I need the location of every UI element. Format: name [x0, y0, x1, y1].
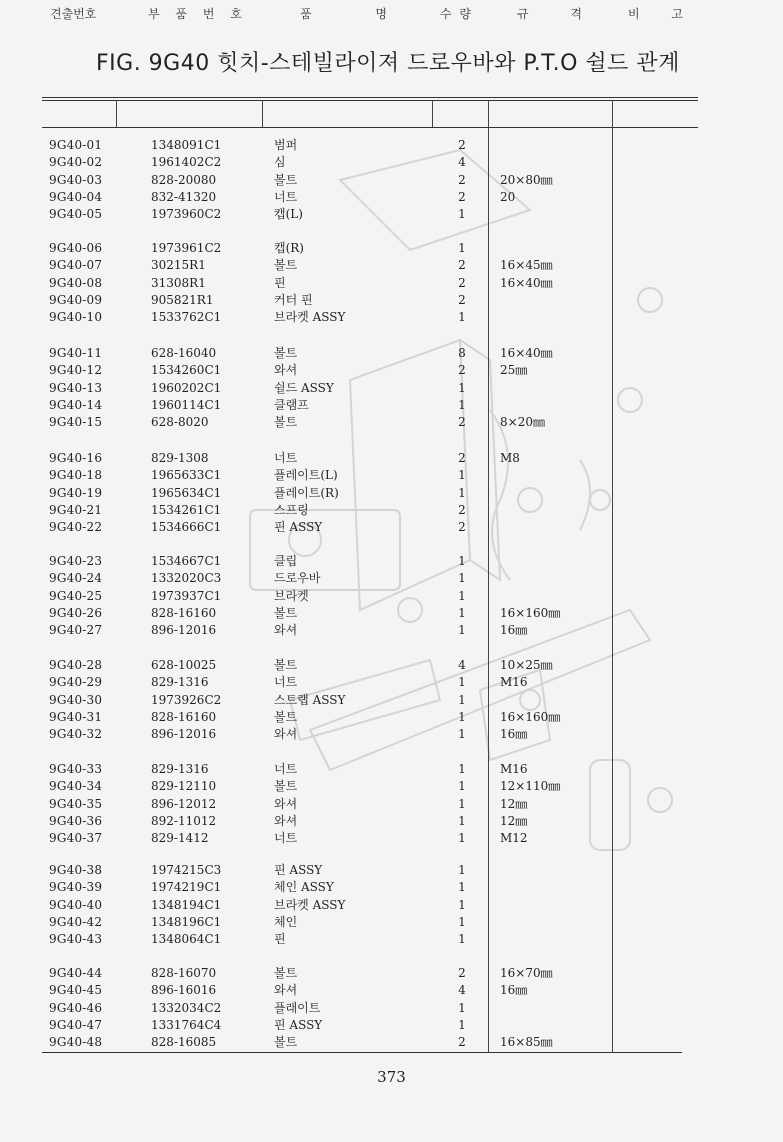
table-cell-part: 1533762C1: [151, 310, 222, 325]
table-cell-no: 9G40-01: [49, 138, 103, 152]
table-cell-qty: 8: [458, 346, 466, 360]
table-cell-name: 너트: [274, 675, 298, 690]
table-cell-spec: 16×160㎜: [500, 709, 561, 724]
table-cell-no: 9G40-14: [49, 397, 103, 412]
table-cell-no: 9G40-07: [49, 258, 103, 273]
table-cell-qty: 1: [458, 241, 466, 255]
table-cell-spec: 16㎜: [500, 727, 528, 742]
table-cell-name: 드로우바: [274, 571, 321, 586]
table-cell-part: 828-16070: [151, 966, 217, 980]
table-cell-no: 9G40-35: [49, 796, 103, 811]
table-cell-part: 31308R1: [151, 275, 206, 290]
header-remarks: 비 고: [628, 7, 683, 21]
column-divider: [116, 100, 117, 127]
table-cell-part: 1973960C2: [151, 207, 222, 222]
table-cell-no: 9G40-39: [49, 880, 103, 895]
table-cell-part: 1960114C1: [151, 397, 222, 412]
header-part-no: 부 품 번 호: [148, 7, 248, 21]
table-cell-no: 9G40-04: [49, 189, 103, 204]
table-cell-no: 9G40-37: [49, 831, 103, 846]
table-cell-qty: 1: [458, 863, 466, 877]
table-cell-part: 896-12016: [151, 623, 217, 638]
table-cell-part: 1973926C2: [151, 692, 222, 707]
table-cell-spec: 16×45㎜: [500, 258, 553, 273]
table-cell-qty: 1: [458, 380, 466, 395]
table-cell-no: 9G40-24: [49, 571, 103, 586]
table-cell-part: 829-1412: [151, 831, 209, 846]
table-cell-qty: 4: [458, 983, 466, 998]
table-cell-no: 9G40-18: [49, 468, 103, 483]
table-header-rule: [42, 127, 698, 128]
table-cell-no: 9G40-21: [49, 502, 103, 517]
column-divider-remarks: [612, 100, 613, 1052]
table-cell-qty: 1: [458, 914, 466, 929]
table-cell-name: 볼트: [274, 605, 298, 620]
table-cell-qty: 1: [458, 831, 466, 846]
table-cell-name: 핀 ASSY: [274, 1017, 323, 1032]
table-cell-name: 너트: [274, 189, 298, 204]
table-cell-spec: 12㎜: [500, 796, 528, 811]
table-cell-part: 1960202C1: [151, 380, 222, 395]
table-cell-part: 628-16040: [151, 346, 217, 360]
table-cell-name: 플레이트(R): [274, 485, 339, 500]
column-divider: [432, 100, 433, 127]
table-cell-name: 핀: [274, 932, 286, 947]
table-cell-part: 832-41320: [151, 189, 217, 204]
column-divider-spec: [488, 100, 489, 1052]
table-cell-name: 스트랩 ASSY: [274, 692, 346, 707]
table-cell-name: 볼트: [274, 779, 298, 794]
table-cell-part: 1974215C3: [151, 863, 222, 877]
table-cell-name: 커터 핀: [274, 292, 313, 307]
table-cell-name: 와셔: [274, 983, 298, 998]
table-cell-name: 너트: [274, 762, 298, 776]
table-cell-no: 9G40-08: [49, 275, 103, 290]
table-cell-spec: 16×40㎜: [500, 275, 553, 290]
table-cell-qty: 1: [458, 571, 466, 586]
table-cell-part: 1348091C1: [151, 138, 222, 152]
table-cell-part: 828-20080: [151, 172, 217, 187]
table-cell-no: 9G40-06: [49, 241, 103, 255]
table-cell-qty: 1: [458, 1017, 466, 1032]
table-cell-no: 9G40-40: [49, 897, 103, 912]
table-cell-qty: 2: [458, 138, 466, 152]
table-cell-no: 9G40-25: [49, 588, 103, 603]
table-cell-no: 9G40-19: [49, 485, 103, 500]
table-cell-qty: 1: [458, 727, 466, 742]
table-cell-no: 9G40-33: [49, 762, 103, 776]
table-top-rule-inner: [42, 100, 698, 101]
table-cell-qty: 1: [458, 605, 466, 620]
table-cell-spec: 8×20㎜: [500, 415, 545, 430]
table-cell-name: 플래이트: [274, 1000, 321, 1015]
table-cell-part: 1973937C1: [151, 588, 222, 603]
table-cell-name: 체인 ASSY: [274, 880, 334, 895]
table-cell-name: 클램프: [274, 397, 309, 412]
table-cell-no: 9G40-12: [49, 363, 103, 378]
table-cell-spec: M12: [500, 831, 528, 846]
table-cell-name: 캡(L): [274, 207, 303, 222]
table-cell-name: 브라켓 ASSY: [274, 897, 346, 912]
table-cell-qty: 1: [458, 554, 466, 568]
table-cell-qty: 1: [458, 675, 466, 690]
table-cell-qty: 1: [458, 623, 466, 638]
table-cell-spec: 10×25㎜: [500, 658, 553, 672]
table-cell-qty: 2: [458, 502, 466, 517]
table-cell-qty: 1: [458, 796, 466, 811]
table-cell-part: 1331764C4: [151, 1017, 222, 1032]
table-cell-part: 1332020C3: [151, 571, 222, 586]
table-cell-qty: 2: [458, 275, 466, 290]
table-cell-name: 핀 ASSY: [274, 520, 323, 535]
table-cell-part: 1965634C1: [151, 485, 222, 500]
table-cell-part: 1534260C1: [151, 363, 222, 378]
table-cell-part: 828-16160: [151, 709, 217, 724]
table-cell-part: 1974219C1: [151, 880, 222, 895]
table-cell-name: 볼트: [274, 966, 298, 980]
table-cell-name: 볼트: [274, 415, 298, 430]
table-cell-no: 9G40-45: [49, 983, 103, 998]
table-cell-no: 9G40-05: [49, 207, 103, 222]
table-cell-qty: 1: [458, 932, 466, 947]
table-cell-spec: 20×80㎜: [500, 172, 553, 187]
table-cell-qty: 4: [458, 658, 466, 672]
table-cell-spec: 16×70㎜: [500, 966, 553, 980]
table-cell-no: 9G40-29: [49, 675, 103, 690]
table-cell-name: 볼트: [274, 658, 298, 672]
table-cell-qty: 2: [458, 415, 466, 430]
table-cell-qty: 1: [458, 310, 466, 325]
table-cell-no: 9G40-13: [49, 380, 103, 395]
table-cell-no: 9G40-36: [49, 813, 103, 828]
table-cell-part: 896-12012: [151, 796, 217, 811]
table-cell-no: 9G40-31: [49, 709, 103, 724]
header-spec: 규 격: [517, 7, 582, 21]
table-cell-name: 볼트: [274, 172, 298, 187]
table-cell-name: 볼트: [274, 258, 298, 273]
table-cell-spec: 16㎜: [500, 623, 528, 638]
table-cell-spec: 16×40㎜: [500, 346, 553, 360]
table-cell-part: 829-1316: [151, 675, 209, 690]
table-cell-qty: 1: [458, 588, 466, 603]
table-cell-name: 브라켓: [274, 588, 309, 603]
table-cell-qty: 1: [458, 1000, 466, 1015]
table-cell-qty: 2: [458, 172, 466, 187]
header-ref-no: 견출번호: [50, 7, 97, 21]
table-cell-spec: 25㎜: [500, 363, 528, 378]
table-cell-qty: 2: [458, 292, 466, 307]
column-divider: [262, 100, 263, 127]
table-cell-no: 9G40-28: [49, 658, 103, 672]
table-cell-name: 볼트: [274, 709, 298, 724]
table-cell-part: 829-1308: [151, 451, 209, 465]
table-cell-part: 30215R1: [151, 258, 206, 273]
table-cell-qty: 1: [458, 207, 466, 222]
table-cell-qty: 1: [458, 468, 466, 483]
table-cell-name: 볼트: [274, 346, 298, 360]
table-cell-qty: 2: [458, 363, 466, 378]
table-cell-name: 쉴드 ASSY: [274, 380, 334, 395]
table-cell-no: 9G40-16: [49, 451, 103, 465]
table-cell-qty: 2: [458, 966, 466, 980]
page-number: 373: [377, 1068, 406, 1086]
table-cell-no: 9G40-22: [49, 520, 103, 535]
table-cell-name: 와셔: [274, 796, 298, 811]
table-cell-name: 와셔: [274, 813, 298, 828]
table-cell-no: 9G40-23: [49, 554, 103, 568]
table-cell-no: 9G40-48: [49, 1035, 103, 1050]
table-cell-name: 와셔: [274, 363, 298, 378]
table-cell-name: 클립: [274, 554, 298, 568]
table-cell-name: 와셔: [274, 623, 298, 638]
table-cell-spec: 20: [500, 189, 516, 204]
table-cell-qty: 1: [458, 813, 466, 828]
table-cell-qty: 1: [458, 692, 466, 707]
table-cell-no: 9G40-44: [49, 966, 103, 980]
table-cell-no: 9G40-43: [49, 932, 103, 947]
table-cell-part: 896-16016: [151, 983, 217, 998]
table-cell-part: 1965633C1: [151, 468, 222, 483]
table-cell-spec: M16: [500, 675, 528, 690]
table-cell-name: 캡(R): [274, 241, 304, 255]
table-cell-qty: 2: [458, 189, 466, 204]
table-cell-no: 9G40-02: [49, 155, 103, 170]
table-cell-part: 628-8020: [151, 415, 209, 430]
table-cell-no: 9G40-38: [49, 863, 103, 877]
table-cell-qty: 1: [458, 762, 466, 776]
table-cell-name: 너트: [274, 451, 298, 465]
table-cell-no: 9G40-10: [49, 310, 103, 325]
table-cell-part: 828-16160: [151, 605, 217, 620]
table-cell-part: 1534666C1: [151, 520, 222, 535]
header-name: 품 명: [300, 7, 387, 21]
table-cell-no: 9G40-09: [49, 292, 103, 307]
table-cell-qty: 4: [458, 155, 466, 170]
table-cell-spec: 16×160㎜: [500, 605, 561, 620]
table-cell-part: 1534667C1: [151, 554, 222, 568]
table-cell-spec: 12㎜: [500, 813, 528, 828]
table-cell-no: 9G40-15: [49, 415, 103, 430]
figure-title: FIG. 9G40 힛치-스테빌라이져 드로우바와 P.T.O 쉴드 관계: [96, 51, 680, 76]
table-top-rule: [42, 97, 698, 98]
table-cell-qty: 2: [458, 451, 466, 465]
table-cell-part: 1348194C1: [151, 897, 222, 912]
table-cell-no: 9G40-27: [49, 623, 103, 638]
table-cell-spec: 16×85㎜: [500, 1035, 553, 1050]
table-cell-no: 9G40-46: [49, 1000, 103, 1015]
table-cell-spec: 16㎜: [500, 983, 528, 998]
table-cell-name: 체인: [274, 914, 298, 929]
table-cell-qty: 1: [458, 880, 466, 895]
header-qty: 수 량: [440, 7, 473, 21]
table-cell-name: 브라켓 ASSY: [274, 310, 346, 325]
table-cell-name: 플레이트(L): [274, 468, 338, 483]
table-cell-name: 와셔: [274, 727, 298, 742]
table-cell-spec: M8: [500, 451, 520, 465]
table-cell-no: 9G40-26: [49, 605, 103, 620]
table-cell-part: 1348064C1: [151, 932, 222, 947]
table-cell-part: 905821R1: [151, 292, 214, 307]
table-cell-part: 829-1316: [151, 762, 209, 776]
table-cell-name: 핀: [274, 275, 286, 290]
table-cell-part: 892-11012: [151, 813, 217, 828]
table-cell-qty: 1: [458, 485, 466, 500]
table-cell-no: 9G40-42: [49, 914, 103, 929]
table-cell-spec: 12×110㎜: [500, 779, 561, 794]
table-cell-part: 896-12016: [151, 727, 217, 742]
table-cell-name: 너트: [274, 831, 298, 846]
table-cell-part: 1348196C1: [151, 914, 222, 929]
table-cell-part: 1973961C2: [151, 241, 222, 255]
table-cell-no: 9G40-34: [49, 779, 103, 794]
table-cell-name: 볼트: [274, 1035, 298, 1050]
table-cell-qty: 1: [458, 897, 466, 912]
table-cell-name: 스프링: [274, 502, 309, 517]
table-cell-qty: 2: [458, 1035, 466, 1050]
table-cell-qty: 1: [458, 709, 466, 724]
table-cell-spec: M16: [500, 762, 528, 776]
table-cell-name: 핀 ASSY: [274, 863, 323, 877]
table-cell-qty: 2: [458, 520, 466, 535]
table-cell-name: 범퍼: [274, 138, 298, 152]
table-cell-no: 9G40-11: [49, 346, 103, 360]
table-cell-no: 9G40-47: [49, 1017, 103, 1032]
table-cell-qty: 1: [458, 779, 466, 794]
table-cell-part: 1961402C2: [151, 155, 222, 170]
table-cell-part: 828-16085: [151, 1035, 217, 1050]
table-cell-no: 9G40-32: [49, 727, 103, 742]
table-bottom-rule: [42, 1052, 682, 1053]
table-cell-qty: 2: [458, 258, 466, 273]
table-cell-name: 심: [274, 155, 286, 170]
table-cell-part: 628-10025: [151, 658, 217, 672]
table-cell-part: 1332034C2: [151, 1000, 222, 1015]
table-cell-part: 829-12110: [151, 779, 217, 794]
table-cell-no: 9G40-30: [49, 692, 103, 707]
table-cell-no: 9G40-03: [49, 172, 103, 187]
table-cell-qty: 1: [458, 397, 466, 412]
table-cell-part: 1534261C1: [151, 502, 222, 517]
